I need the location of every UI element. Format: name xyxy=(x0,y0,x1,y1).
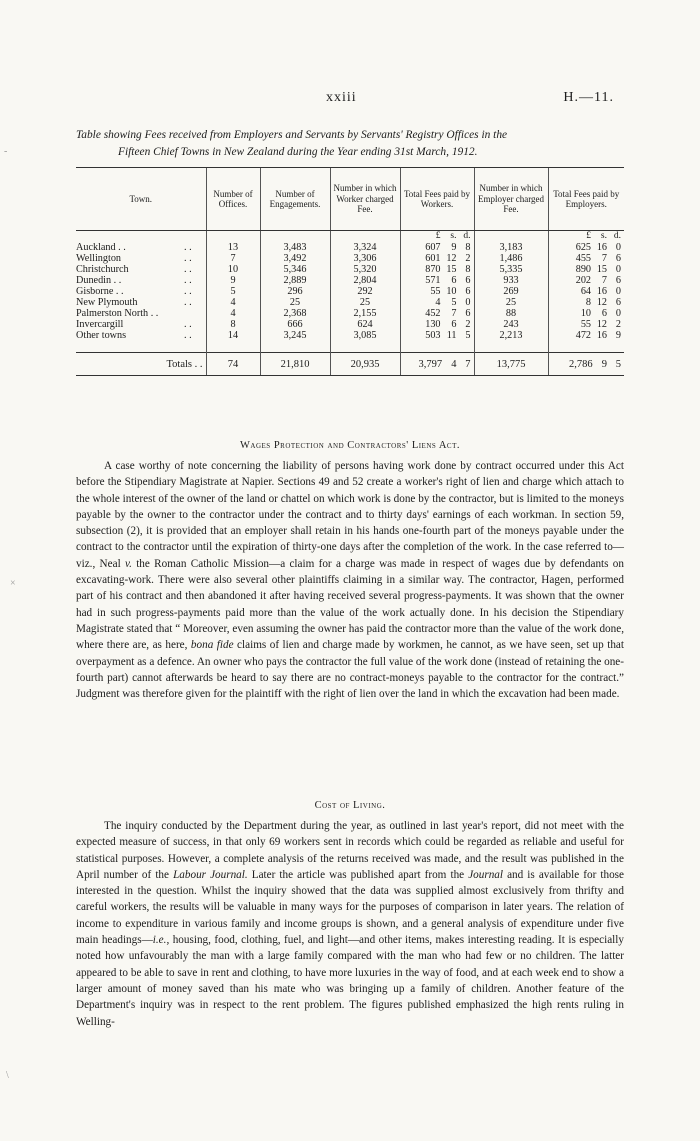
worker-pence: 6 xyxy=(465,308,471,319)
col-header-engagements: Number of Engagements. xyxy=(260,168,330,231)
page-number: xxiii xyxy=(326,90,357,105)
worker-pence: 0 xyxy=(465,297,471,308)
worker-shillings: 7 xyxy=(451,308,457,319)
margin-mark: - xyxy=(4,146,8,157)
employer-pence: 0 xyxy=(615,264,621,275)
worker-shillings: 11 xyxy=(446,330,457,341)
col-header-worker-fees: Total Fees paid by Workers. xyxy=(400,168,474,231)
employer-pounds: 625 xyxy=(575,242,591,253)
employer-shillings: 12 xyxy=(596,319,607,330)
worker-fee-count-cell: 20,935 xyxy=(330,353,400,376)
wages-paragraph: A case worthy of note concerning the liability of persons having work done by contract occurred under this Act before the Stipendiary Magistrate at Napier. Sections 49 and 52 create a worker's right of lien and charge which attach to the whole interest of the owner of the land or chattel on which work is done by the contractor, but is limited to the moneys payable by the owner to the contractor under the contract and to thirty days' earnings of each workman. In section 59, subsection (2), it is provided that an employer shall retain in his hands one-fourth part of the moneys payable under the contract to the contractor until the expiration of thirty-one days after the completion of the work. In the case referred to—viz., Neal v. the Roman Catholic Mission—a claim for a charge was made in respect of wages due by defendants on excavating-work. There were also several other plaintiffs claiming in a similar way. The contractor, Hagen, performed part of his contract and then abandoned it after having received several progress-payments. It was shown that the owner had in such progress-payments paid more than the value of the work actually done. In his decision the Stipendiary Magistrate stated that “ Moreover, even assuming the owner has paid the contractor more than the value of the work done, where there are, as here, bona fide claims of lien and charge made by workmen, he cannot, as we have seen, set up that overpayment as a defence. An owner who pays the contractor the full value of the work done (instead of retaining the one-fourth part) cannot afterwards be heard to say there are no contract-moneys payable to the contractor for the contract.” Judgment was therefore given for the plaintiff with the right of lien over the land in which the excavation had been made. xyxy=(76,460,624,701)
employer-shillings: 12 xyxy=(596,297,607,308)
offices-cell: 4 xyxy=(206,308,260,319)
employer-fee-count-cell: 2,213 xyxy=(474,330,548,341)
town-name: New Plymouth xyxy=(76,297,138,308)
leader-dots: . . xyxy=(184,319,192,330)
offices-cell: 14 xyxy=(206,330,260,341)
employer-shillings: 15 xyxy=(596,264,607,275)
table-row xyxy=(76,297,624,308)
table-row xyxy=(76,242,624,253)
employer-fee-count-cell: 13,775 xyxy=(474,353,548,376)
unit-pound: £ xyxy=(435,231,441,241)
margin-mark: × xyxy=(10,578,16,589)
employer-pounds: 8 xyxy=(585,297,591,308)
table-row xyxy=(76,308,624,319)
table-header-row xyxy=(76,168,624,231)
engagements-cell: 2,889 xyxy=(260,275,330,286)
offices-cell: 4 xyxy=(206,297,260,308)
employer-shillings: 16 xyxy=(596,286,607,297)
employer-fee-count-cell: 88 xyxy=(474,308,548,319)
worker-pounds: 571 xyxy=(425,275,441,286)
employer-pence: 0 xyxy=(615,308,621,319)
col-header-offices: Number of Offices. xyxy=(206,168,260,231)
engagements-cell: 3,483 xyxy=(260,242,330,253)
worker-pounds: 601 xyxy=(425,253,441,264)
document-reference: H.—11. xyxy=(563,90,614,105)
col-header-employer-fee-count: Number in which Employer charged Fee. xyxy=(474,168,548,231)
worker-fee-count-cell: 3,324 xyxy=(330,242,400,253)
unit-pound: £ xyxy=(586,231,591,241)
leader-dots: . . xyxy=(184,330,192,341)
unit-pence: d. xyxy=(463,231,471,241)
cost-of-living-paragraph: The inquiry conducted by the Department during the year, as outlined in last year's report, did not meet with the expected measure of success, in that only 69 workers sent in records which could be regarded as reliable and useful for statistical purposes. However, a complete analysis of the returns received was made, and the result was published in the April number of the Labour Journal. Later the article was published apart from the Journal and is available for those interested in the question. Whilst the inquiry showed that the data was supplied almost exclusively from thrifty and careful workers, the results will be valuable in many ways for the purposes of comparison in later years. The relation of income to expenditure in various family and income groups is shown, and a general analysis of expenditure under five main headings—i.e., housing, food, clothing, fuel, and light—and other items, makes interesting reading. It is especially noted how unfavourably the man with a large family compared with the man who had few or no children. The latter appeared to be able to save in rent and clothing, to have more luxuries in the way of food, and at each week end to show a larger amount of money saved than his mate who was bringing up a family of children. Another feature of the Department's inquiry was in respect to the rent problem. The figures published emphasized the high rents ruling in Welling- xyxy=(76,820,625,1028)
offices-cell: 13 xyxy=(206,242,260,253)
leader-dots: . . xyxy=(184,286,192,297)
engagements-cell: 25 xyxy=(260,297,330,308)
employer-pence: 6 xyxy=(615,297,621,308)
employer-shillings: 6 xyxy=(601,308,607,319)
worker-fee-count-cell: 2,155 xyxy=(330,308,400,319)
worker-pence: 2 xyxy=(465,319,471,330)
worker-shillings: 9 xyxy=(451,242,457,253)
worker-shillings: 6 xyxy=(451,275,457,286)
employer-shillings: 7 xyxy=(601,253,607,264)
worker-pounds: 870 xyxy=(425,264,441,275)
employer-pounds: 55 xyxy=(580,319,591,330)
leader-dots: . . xyxy=(184,264,192,275)
employer-pounds: 64 xyxy=(580,286,591,297)
employer-shillings: 9 xyxy=(601,358,607,370)
worker-pounds: 130 xyxy=(425,319,441,330)
margin-mark: \ xyxy=(6,1070,9,1081)
unit-shilling: s. xyxy=(600,231,607,241)
col-header-employer-fees: Total Fees paid by Employers. xyxy=(548,168,624,231)
table-row xyxy=(76,330,624,341)
worker-fee-count-cell: 3,306 xyxy=(330,253,400,264)
employer-pounds: 472 xyxy=(575,330,591,341)
engagements-cell: 2,368 xyxy=(260,308,330,319)
worker-pounds: 3,797 xyxy=(418,358,443,370)
engagements-cell: 21,810 xyxy=(260,353,330,376)
town-name: Other towns xyxy=(76,330,127,341)
table-row xyxy=(76,286,624,297)
page-header xyxy=(0,90,700,110)
worker-fee-count-cell: 292 xyxy=(330,286,400,297)
table-spacer-row xyxy=(76,341,624,353)
engagements-cell: 5,346 xyxy=(260,264,330,275)
worker-pence: 2 xyxy=(465,253,471,264)
worker-fee-count-cell: 3,085 xyxy=(330,330,400,341)
engagements-cell: 296 xyxy=(260,286,330,297)
caption-line-2: Fifteen Chief Towns in New Zealand during the Year ending 31st March, 1912. xyxy=(118,146,478,158)
employer-pence: 5 xyxy=(615,358,621,370)
worker-pounds: 55 xyxy=(430,286,441,297)
engagements-cell: 3,492 xyxy=(260,253,330,264)
worker-shillings: 6 xyxy=(451,319,457,330)
town-name: Wellington xyxy=(76,253,122,264)
worker-shillings: 10 xyxy=(446,286,457,297)
offices-cell: 74 xyxy=(206,353,260,376)
town-name: Invercargill xyxy=(76,319,124,330)
totals-row xyxy=(76,353,624,376)
employer-pounds: 890 xyxy=(575,264,591,275)
worker-pounds: 503 xyxy=(425,330,441,341)
employer-pounds: 202 xyxy=(575,275,591,286)
town-name: Christchurch xyxy=(76,264,129,275)
worker-fee-count-cell: 2,804 xyxy=(330,275,400,286)
offices-cell: 9 xyxy=(206,275,260,286)
table-caption xyxy=(76,127,624,161)
worker-pounds: 607 xyxy=(425,242,441,253)
employer-pence: 9 xyxy=(615,330,621,341)
worker-fee-count-cell: 25 xyxy=(330,297,400,308)
worker-shillings: 12 xyxy=(446,253,457,264)
worker-shillings: 15 xyxy=(446,264,457,275)
engagements-cell: 666 xyxy=(260,319,330,330)
worker-pence: 6 xyxy=(465,286,471,297)
employer-fee-count-cell: 933 xyxy=(474,275,548,286)
offices-cell: 5 xyxy=(206,286,260,297)
engagements-cell: 3,245 xyxy=(260,330,330,341)
offices-cell: 7 xyxy=(206,253,260,264)
employer-fee-count-cell: 243 xyxy=(474,319,548,330)
employer-shillings: 16 xyxy=(596,242,607,253)
leader-dots: . . xyxy=(184,275,192,286)
cost-of-living-title: Cost of Living. xyxy=(314,800,386,811)
offices-cell: 8 xyxy=(206,319,260,330)
employer-pence: 6 xyxy=(615,275,621,286)
worker-pence: 8 xyxy=(465,264,471,275)
leader-dots: . . xyxy=(184,242,192,253)
table-row xyxy=(76,275,624,286)
col-header-town: Town. xyxy=(76,168,206,231)
employer-fee-count-cell: 3,183 xyxy=(474,242,548,253)
employer-pounds: 10 xyxy=(580,308,591,319)
employer-pounds: 455 xyxy=(575,253,591,264)
employer-shillings: 16 xyxy=(596,330,607,341)
col-header-worker-fee-count: Number in which Worker charged Fee. xyxy=(330,168,400,231)
employer-pence: 0 xyxy=(615,242,621,253)
leader-dots: . . xyxy=(184,297,192,308)
table-row xyxy=(76,319,624,330)
town-name: Palmerston North . . xyxy=(76,308,159,319)
wages-section-title: Wages Protection and Contractors' Liens Act. xyxy=(240,440,460,451)
worker-fee-count-cell: 624 xyxy=(330,319,400,330)
units-row xyxy=(76,231,624,243)
employer-pence: 2 xyxy=(615,319,621,330)
totals-dots: . . xyxy=(194,358,203,370)
town-name: Dunedin . . xyxy=(76,275,122,286)
employer-shillings: 7 xyxy=(601,275,607,286)
worker-pence: 6 xyxy=(465,275,471,286)
employer-fee-count-cell: 1,486 xyxy=(474,253,548,264)
employer-pence: 6 xyxy=(615,253,621,264)
town-name: Auckland . . xyxy=(76,242,126,253)
worker-pounds: 452 xyxy=(425,308,441,319)
worker-pence: 8 xyxy=(465,242,471,253)
table-row xyxy=(76,264,624,275)
unit-shilling: s. xyxy=(450,231,457,241)
worker-pence: 7 xyxy=(465,358,471,370)
unit-pence: d. xyxy=(613,231,621,241)
worker-shillings: 5 xyxy=(451,297,457,308)
table-row xyxy=(76,253,624,264)
town-name: Gisborne . . xyxy=(76,286,124,297)
employer-pounds: 2,786 xyxy=(569,358,593,370)
worker-fee-count-cell: 5,320 xyxy=(330,264,400,275)
worker-shillings: 4 xyxy=(451,358,457,370)
worker-pence: 5 xyxy=(465,330,471,341)
employer-fee-count-cell: 25 xyxy=(474,297,548,308)
employer-pence: 0 xyxy=(615,286,621,297)
totals-label: Totals xyxy=(166,358,192,370)
offices-cell: 10 xyxy=(206,264,260,275)
caption-line-1: Table showing Fees received from Employers and Servants by Servants' Registry Offices in the xyxy=(76,129,508,141)
leader-dots: . . xyxy=(184,253,192,264)
employer-fee-count-cell: 5,335 xyxy=(474,264,548,275)
registry-fees-table xyxy=(76,167,624,376)
worker-pounds: 4 xyxy=(435,297,441,308)
employer-fee-count-cell: 269 xyxy=(474,286,548,297)
